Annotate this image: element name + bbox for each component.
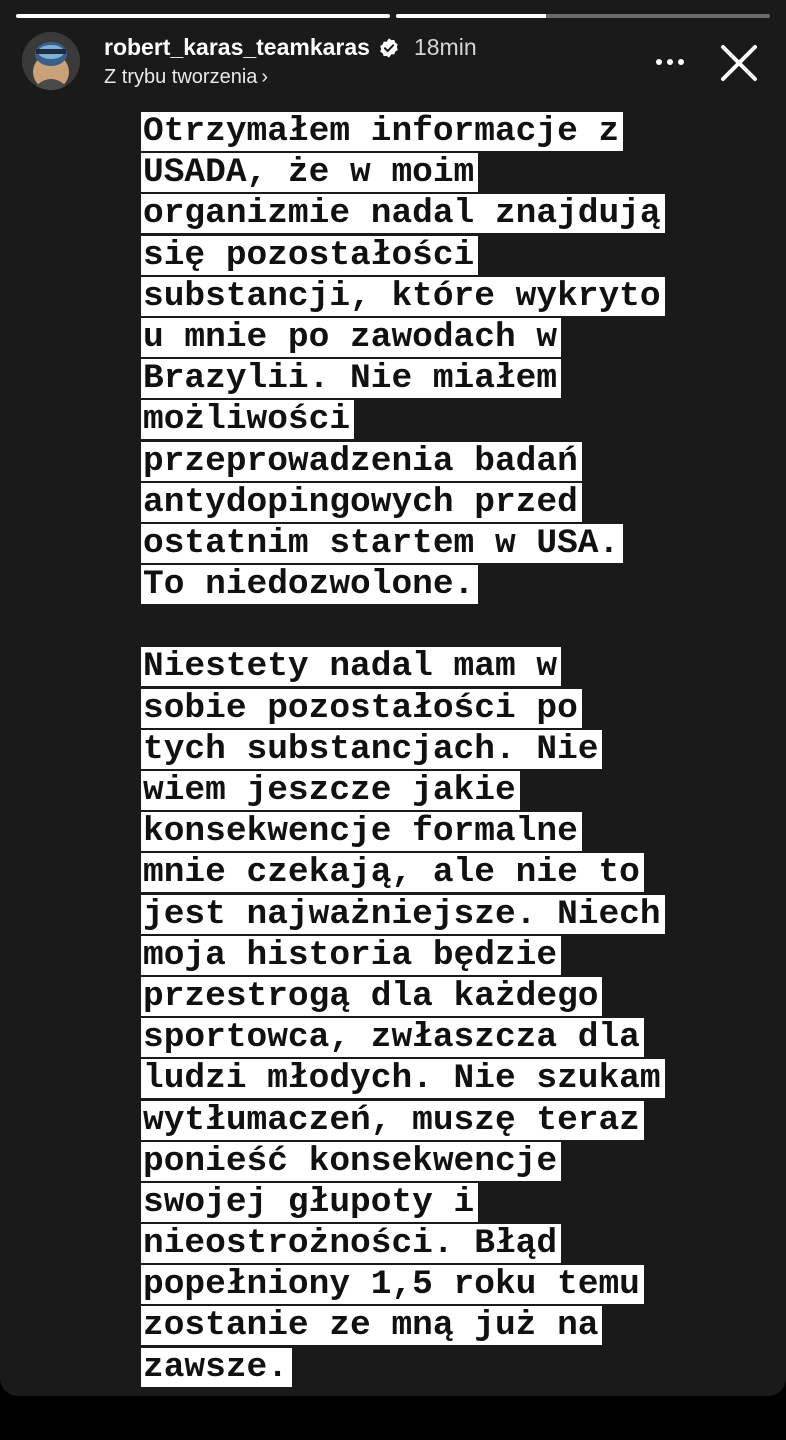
text-line xyxy=(141,852,731,893)
user-info xyxy=(104,34,477,61)
text-line xyxy=(141,235,731,276)
paragraph-1 xyxy=(141,111,731,605)
text-line xyxy=(141,770,731,811)
more-options-button[interactable] xyxy=(648,40,692,84)
story-header xyxy=(22,30,770,94)
text-line xyxy=(141,935,731,976)
chevron-right-icon: › xyxy=(261,66,269,88)
close-icon xyxy=(716,40,762,86)
text-line xyxy=(141,1058,731,1099)
text-line xyxy=(141,1017,731,1058)
text-line-highlight: zostanie ze mną już na xyxy=(141,1306,602,1345)
text-line xyxy=(141,976,731,1017)
text-line xyxy=(141,399,731,440)
text-line-highlight: popełniony 1,5 roku temu xyxy=(141,1265,644,1304)
text-line-highlight: substancji, które wykryto xyxy=(141,277,665,316)
text-line-highlight: swojej głupoty i xyxy=(141,1183,478,1222)
text-line xyxy=(141,811,731,852)
text-line xyxy=(141,1182,731,1223)
paragraph-2 xyxy=(141,646,731,1387)
text-line-highlight: konsekwencje formalne xyxy=(141,812,582,851)
text-line xyxy=(141,317,731,358)
text-line-highlight: sobie pozostałości po xyxy=(141,689,582,728)
more-horizontal-icon xyxy=(655,58,685,66)
text-line xyxy=(141,1100,731,1141)
text-line-highlight: ludzi młodych. Nie szukam xyxy=(141,1059,665,1098)
text-line-highlight: możliwości xyxy=(141,400,354,439)
text-line xyxy=(141,564,731,605)
text-line xyxy=(141,358,731,399)
text-line xyxy=(141,193,731,234)
text-line-highlight: USADA, że w moim xyxy=(141,153,478,192)
text-line-highlight: ponieść konsekwencje xyxy=(141,1142,561,1181)
text-line xyxy=(141,523,731,564)
avatar[interactable] xyxy=(22,32,80,90)
text-line xyxy=(141,729,731,770)
text-line-highlight: się pozostałości xyxy=(141,236,478,275)
text-line-highlight: To niedozwolone. xyxy=(141,565,478,604)
text-line-highlight: organizmie nadal znajdują xyxy=(141,194,665,233)
text-line xyxy=(141,1305,731,1346)
text-line-highlight: u mnie po zawodach w xyxy=(141,318,561,357)
verified-badge-icon xyxy=(378,37,400,59)
creation-mode-link[interactable] xyxy=(104,66,268,89)
text-line xyxy=(141,1264,731,1305)
text-line-highlight: antydopingowych przed xyxy=(141,483,582,522)
text-line-highlight: nieostrożności. Błąd xyxy=(141,1224,561,1263)
progress-segment-2 xyxy=(396,14,770,18)
subtitle-text: Z trybu tworzenia xyxy=(104,66,258,88)
story-text-sticker xyxy=(141,111,731,1388)
text-line-highlight: mnie czekają, ale nie to xyxy=(141,853,644,892)
text-line-highlight: wytłumaczeń, muszę teraz xyxy=(141,1101,644,1140)
text-line xyxy=(141,1141,731,1182)
text-line-highlight: sportowca, zwłaszcza dla xyxy=(141,1018,644,1057)
post-time: 18min xyxy=(413,34,477,60)
bottom-bar xyxy=(0,1396,786,1440)
text-line-highlight: zawsze. xyxy=(141,1348,292,1387)
text-line-highlight: przestrogą dla każdego xyxy=(141,977,602,1016)
text-line xyxy=(141,1223,731,1264)
text-line-highlight: jest najważniejsze. Niech xyxy=(141,895,665,934)
text-line-highlight: przeprowadzenia badań xyxy=(141,442,582,481)
text-line xyxy=(141,646,731,687)
text-line xyxy=(141,441,731,482)
text-line-highlight: Otrzymałem informacje z xyxy=(141,112,623,151)
text-line-highlight: Brazylii. Nie miałem xyxy=(141,359,561,398)
text-line xyxy=(141,482,731,523)
progress-segment-1 xyxy=(16,14,390,18)
text-line xyxy=(141,688,731,729)
text-line xyxy=(141,111,731,152)
text-line-highlight: wiem jeszcze jakie xyxy=(141,771,520,810)
username-link[interactable]: robert_karas_teamkaras xyxy=(104,34,370,60)
text-line-highlight: tych substancjach. Nie xyxy=(141,730,602,769)
avatar-image-icon xyxy=(22,32,80,90)
story-progress-bar xyxy=(16,14,770,18)
text-line xyxy=(141,152,731,193)
paragraph-gap xyxy=(141,605,731,646)
close-button[interactable] xyxy=(716,40,762,86)
text-line-highlight: Niestety nadal mam w xyxy=(141,647,561,686)
text-line-highlight: ostatnim startem w USA. xyxy=(141,524,623,563)
text-line xyxy=(141,1347,731,1388)
text-line-highlight: moja historia będzie xyxy=(141,936,561,975)
text-line xyxy=(141,276,731,317)
text-line xyxy=(141,894,731,935)
